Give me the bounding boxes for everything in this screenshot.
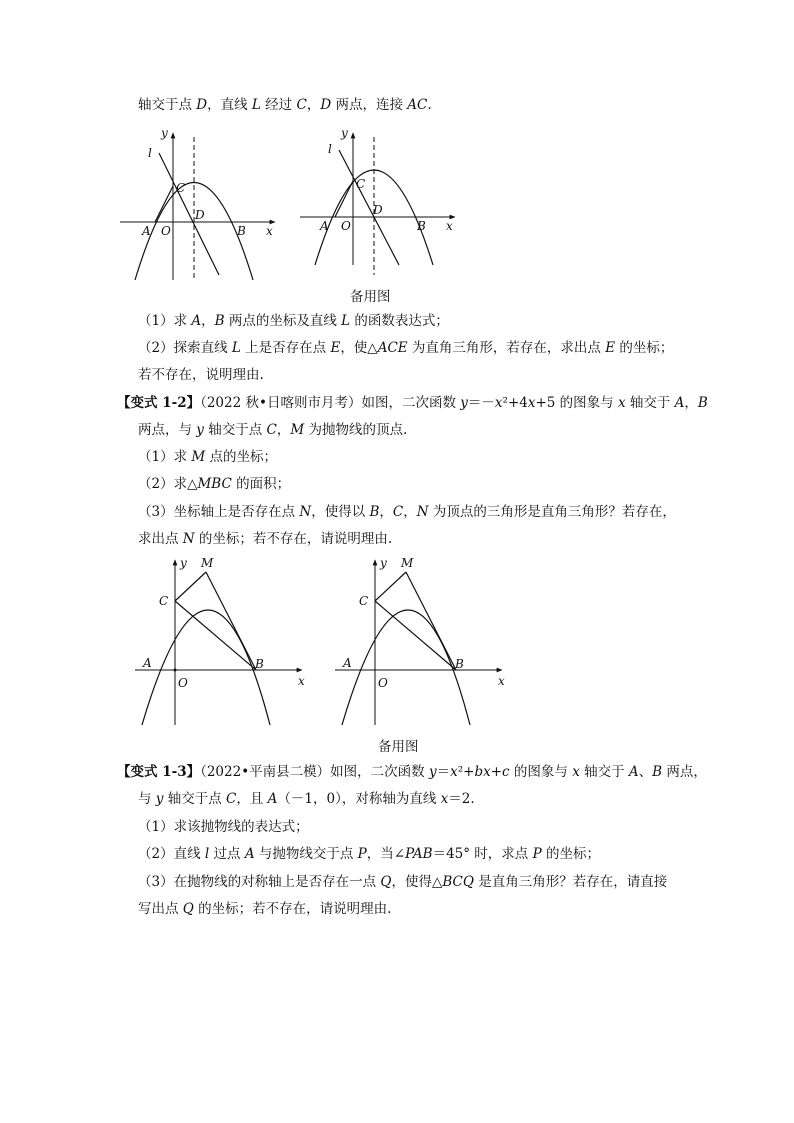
text: 的图象与 [509,764,573,780]
text: 写出点 [138,901,183,917]
var: y [155,791,164,807]
label-a: A [142,224,151,238]
text: 、 [638,764,653,780]
text: 轴交于点 [138,97,197,113]
v12-part1 [138,448,277,466]
var: N [416,504,429,520]
figure-2-caption: 备用图 [378,739,419,755]
v13-part3 [138,873,667,891]
variant-tag: 【变式 1-3】 [117,764,201,780]
var: A [628,764,639,780]
text: ，且 [236,791,268,807]
var: BCQ [442,874,474,890]
var: L [251,97,261,113]
var: x [494,395,503,411]
figure-1-caption: 备用图 [350,289,391,305]
v13-part2 [138,845,600,863]
var: N [182,531,195,547]
text: 如图，二次函数 [361,395,461,411]
var: P [532,846,542,862]
label-c: C [176,181,186,195]
label-o: O [161,224,171,238]
var: N [299,504,312,520]
text: + [490,764,503,780]
segment-cm [375,572,406,601]
var: B [652,764,663,780]
var: D [196,97,208,113]
var: MBC [197,476,232,492]
text: 如图，二次函数 [330,764,429,780]
label-b: B [455,657,464,671]
var: A [267,791,278,807]
text: （2）求△ [138,476,198,492]
origin-point [174,669,177,672]
text: 为顶点的三角形是直角三角形？若存在， [428,504,676,520]
q1-part2-cont: 若不存在，说明理由. [138,367,264,383]
label-b: B [237,224,246,238]
text: 点的坐标； [205,449,278,465]
label-c: C [356,177,366,191]
text: 轴交于 [579,764,629,780]
q1-part1 [138,312,449,330]
text: ＝ [436,764,451,780]
var: y [196,422,204,438]
label-y: y [180,556,187,570]
label-l: l [148,146,152,160]
text: （2）直线 [138,846,205,862]
var: y [428,764,437,780]
text: 的坐标；若不存在，请说明理由. [194,531,393,547]
text: 轴交于点 [163,791,227,807]
var: x [527,395,536,411]
label-a: A [343,656,352,670]
label-x: x [498,674,505,688]
segment-mb [406,572,456,670]
var: C [266,422,277,438]
text: 过点 [209,846,245,862]
var: M [191,449,206,465]
v12-line1 [117,394,708,412]
text: 求出点 [138,531,183,547]
text: 经过 [260,97,297,113]
label-c: C [359,594,369,608]
var: P [357,846,367,862]
var: L [341,313,351,329]
text: 为直角三角形，若存在，求出点 [407,340,606,356]
label-x: x [298,674,305,688]
label-x: x [266,224,273,238]
var: A [674,395,685,411]
label-b: B [255,657,264,671]
source: （2022 秋•日喀则市月考） [200,395,362,411]
text: ， [306,97,321,113]
var: x [617,395,626,411]
line-l [339,150,399,265]
text: 两点， [662,764,707,780]
intro-line [138,96,432,114]
text: （1）求 [138,449,192,465]
v12-line2 [138,421,407,439]
label-a: A [143,656,152,670]
label-l: l [328,142,332,156]
v12-part2 [138,475,290,493]
figure-1-main [115,125,285,285]
text: ， [684,395,698,411]
var: C [296,97,307,113]
label-d: D [195,208,205,222]
text: ＝－ [467,395,495,411]
segment-cm [175,572,206,601]
var: A [191,313,202,329]
var: C [392,504,404,520]
text: ， [201,313,215,329]
text: 的面积； [231,476,291,492]
label-y: y [161,126,168,140]
text: ， [276,422,291,438]
text: 的坐标； [541,846,600,862]
text: 的坐标；若不存在，请说明理由. [193,901,392,917]
var: l [204,846,210,862]
text: . [427,97,432,113]
label-y: y [380,556,387,570]
var: D [320,97,332,113]
q1-part2 [138,339,673,357]
figure-2-main [130,555,315,730]
text: 与 [138,791,156,807]
text: （3）在抛物线的对称轴上是否存在一点 [138,874,381,890]
v12-part3 [138,503,676,521]
text: ， [379,504,393,520]
text: ＝2. [448,791,475,807]
text: 轴交于 [625,395,675,411]
text: ，使得以 [311,504,370,520]
source: （2022•平南县二模） [200,764,331,780]
label-o: O [178,676,188,690]
text: （1）求 [138,313,192,329]
variant-tag: 【变式 1-2】 [117,395,201,411]
text: ，使△ [340,340,378,356]
text: 与抛物线交于点 [254,846,358,862]
text: ，当∠ [366,846,406,862]
text: 是直角三角形？若存在，请直接 [473,874,668,890]
label-m: M [401,556,414,570]
var: L [231,340,241,356]
text: ²+4 [502,395,528,411]
var: Q [182,901,194,917]
label-m: M [201,556,214,570]
v13-line1 [117,763,707,781]
label-b: B [417,219,426,233]
text: 为抛物线的顶点. [304,422,408,438]
line-l [159,153,219,275]
text: 的坐标； [615,340,674,356]
var: AC [407,97,428,113]
var: E [330,340,341,356]
label-o: O [378,676,388,690]
text: （－1，0），对称轴为直线 [277,791,441,807]
label-a: A [320,219,329,233]
text: 两点，与 [138,422,197,438]
text: （3）坐标轴上是否存在点 [138,504,300,520]
text: （2）探索直线 [138,340,232,356]
v13-line2 [138,790,475,808]
segment-ac [155,186,173,222]
text: 两点的坐标及直线 [224,313,342,329]
label-y: y [341,126,348,140]
text: ， [403,504,417,520]
text: 轴交于点 [203,422,267,438]
v13-part3-cont [138,900,391,918]
var: B [697,395,708,411]
segment-ac [335,181,353,217]
text: +5 的图象与 [535,395,618,411]
var: PAB [405,846,433,862]
var: Q [380,874,392,890]
text: ，使得△ [391,874,443,890]
text: ，直线 [207,97,252,113]
var: x [450,764,458,780]
text: 的函数表达式； [350,313,449,329]
label-c: C [159,594,169,608]
var: y [460,395,468,411]
var: C [226,791,237,807]
var: B [369,504,380,520]
label-o: O [341,219,351,233]
var: ACE [377,340,408,356]
var: A [244,846,255,862]
var: bx [474,764,491,780]
var: x [572,764,580,780]
v12-part3-cont [138,530,392,548]
text: 两点，连接 [331,97,408,113]
var: M [290,422,305,438]
text: ＝45° 时，求点 [432,846,533,862]
text: 上是否存在点 [240,340,331,356]
figure-2-spare [330,555,515,730]
label-x: x [446,219,453,233]
var: E [605,340,616,356]
label-d: D [373,203,383,217]
figure-1-spare [295,125,465,285]
var: c [502,764,510,780]
v13-part1: （1）求该抛物线的表达式； [138,819,309,835]
var: x [440,791,449,807]
segment-mb [206,572,256,670]
var: B [214,313,225,329]
text: ²+ [457,764,475,780]
